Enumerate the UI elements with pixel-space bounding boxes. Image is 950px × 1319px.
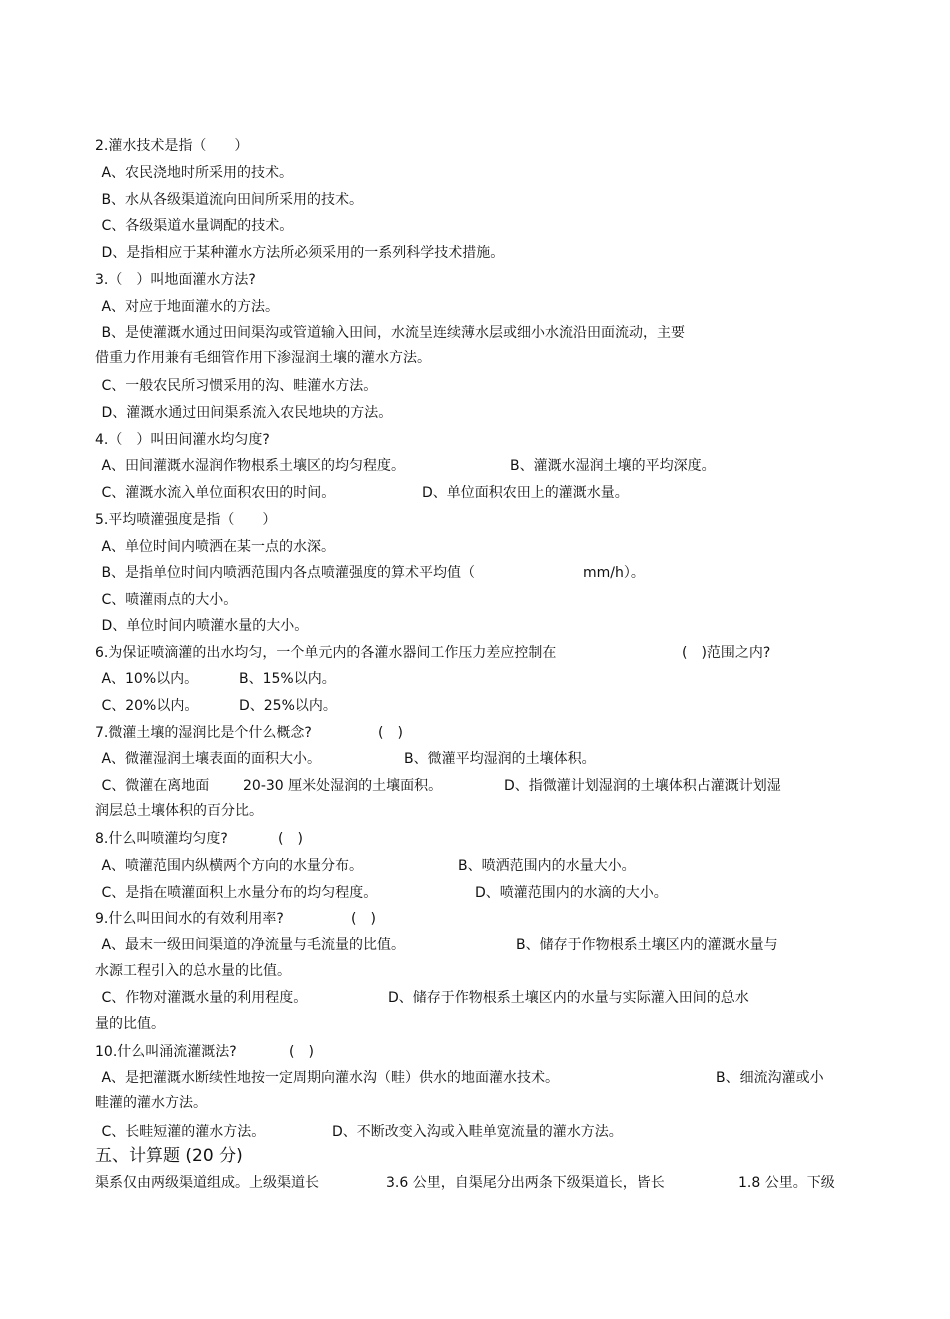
option-5b: B、是指单位时间内喷洒范围内各点喷灌强度的算术平均值（ bbox=[97, 565, 476, 581]
option-4c: C、灌溉水流入单位面积农田的时间。 bbox=[97, 485, 336, 501]
question-6-tail: ( )范围之内? bbox=[682, 645, 771, 661]
option-8c: C、是指在喷灌面积上水量分布的均匀程度。 bbox=[97, 885, 378, 901]
option-5b-unit: mm/h）。 bbox=[583, 565, 645, 581]
option-4d: D、单位面积农田上的灌溉水量。 bbox=[422, 485, 629, 501]
option-9b: B、储存于作物根系土壤区内的灌溉水量与 bbox=[516, 937, 778, 953]
option-5c: C、喷灌雨点的大小。 bbox=[97, 592, 238, 608]
question-7-paren: ( ) bbox=[378, 725, 403, 741]
option-10a: A、是把灌溉水断续性地按一定周期向灌水沟（畦）供水的地面灌水技术。 bbox=[97, 1070, 560, 1086]
option-10c: C、长畦短灌的灌水方法。 bbox=[97, 1124, 266, 1140]
option-7d-continued: 润层总土壤体积的百分比。 bbox=[95, 803, 263, 819]
option-7c: C、微灌在离地面 bbox=[97, 778, 210, 794]
option-3b: B、是使灌溉水通过田间渠沟或管道输入田间，水流呈连续薄水层或细小水流沿田面流动，主要 bbox=[97, 325, 686, 341]
question-3: 3.（ ）叫地面灌水方法? bbox=[95, 272, 256, 288]
question-9: 9.什么叫田间水的有效利用率? bbox=[95, 911, 284, 927]
option-5a: A、单位时间内喷洒在某一点的水深。 bbox=[97, 539, 336, 555]
option-9d: D、储存于作物根系土壤区内的水量与实际灌入田间的总水 bbox=[388, 990, 749, 1006]
question-7: 7.微灌土壤的湿润比是个什么概念? bbox=[95, 725, 312, 741]
option-10b: B、细流沟灌或小 bbox=[716, 1070, 824, 1086]
option-9a: A、最末一级田间渠道的净流量与毛流量的比值。 bbox=[97, 937, 406, 953]
option-6a: A、10%以内。 bbox=[97, 671, 199, 687]
question-10-paren: ( ) bbox=[289, 1044, 314, 1060]
option-9c: C、作物对灌溉水量的利用程度。 bbox=[97, 990, 308, 1006]
question-2: 2.灌水技术是指（ ） bbox=[95, 138, 249, 154]
option-7c-continued: 20-30 厘米处湿润的土壤面积。 bbox=[243, 778, 443, 794]
question-8: 8.什么叫喷灌均匀度? bbox=[95, 831, 228, 847]
option-9b-continued: 水源工程引入的总水量的比值。 bbox=[95, 963, 291, 979]
calc-problem-text-2: 3.6 公里，自渠尾分出两条下级渠道长，皆长 bbox=[386, 1175, 665, 1191]
section-heading-calculation: 五、计算题 (20 分) bbox=[95, 1146, 243, 1166]
option-2a: A、农民浇地时所采用的技术。 bbox=[97, 165, 294, 181]
option-7d: D、指微灌计划湿润的土壤体积占灌溉计划湿 bbox=[504, 778, 781, 794]
option-10d: D、不断改变入沟或入畦单宽流量的灌水方法。 bbox=[332, 1124, 623, 1140]
calc-problem-text-3: 1.8 公里。下级 bbox=[738, 1175, 835, 1191]
option-6c: C、20%以内。 bbox=[97, 698, 199, 714]
question-10: 10.什么叫涌流灌溉法? bbox=[95, 1044, 237, 1060]
option-3d: D、灌溉水通过田间渠系流入农民地块的方法。 bbox=[97, 405, 393, 421]
question-9-paren: ( ) bbox=[351, 911, 376, 927]
option-9d-continued: 量的比值。 bbox=[95, 1016, 165, 1032]
question-5: 5.平均喷灌强度是指（ ） bbox=[95, 512, 277, 528]
option-3a: A、对应于地面灌水的方法。 bbox=[97, 299, 280, 315]
option-4a: A、田间灌溉水湿润作物根系土壤区的均匀程度。 bbox=[97, 458, 406, 474]
option-10b-continued: 畦灌的灌水方法。 bbox=[95, 1095, 207, 1111]
option-3c: C、一般农民所习惯采用的沟、畦灌水方法。 bbox=[97, 378, 378, 394]
option-4b: B、灌溉水湿润土壤的平均深度。 bbox=[510, 458, 716, 474]
option-2d: D、是指相应于某种灌水方法所必须采用的一系列科学技术措施。 bbox=[97, 245, 505, 261]
question-6: 6.为保证喷滴灌的出水均匀，一个单元内的各灌水器间工作压力差应控制在 bbox=[95, 645, 557, 661]
option-5d: D、单位时间内喷灌水量的大小。 bbox=[97, 618, 309, 634]
option-2c: C、各级渠道水量调配的技术。 bbox=[97, 218, 294, 234]
option-8b: B、喷洒范围内的水量大小。 bbox=[458, 858, 636, 874]
option-8d: D、喷灌范围内的水滴的大小。 bbox=[475, 885, 668, 901]
option-6b: B、15%以内。 bbox=[239, 671, 336, 687]
option-8a: A、喷灌范围内纵横两个方向的水量分布。 bbox=[97, 858, 364, 874]
option-7b: B、微灌平均湿润的土壤体积。 bbox=[404, 751, 596, 767]
calc-problem-text: 渠系仅由两级渠道组成。上级渠道长 bbox=[95, 1175, 319, 1191]
option-3b-continued: 借重力作用兼有毛细管作用下渗湿润土壤的灌水方法。 bbox=[95, 350, 431, 366]
option-2b: B、水从各级渠道流向田间所采用的技术。 bbox=[97, 192, 364, 208]
question-8-paren: ( ) bbox=[278, 831, 303, 847]
question-4: 4.（ ）叫田间灌水均匀度? bbox=[95, 432, 270, 448]
option-6d: D、25%以内。 bbox=[239, 698, 337, 714]
option-7a: A、微灌湿润土壤表面的面积大小。 bbox=[97, 751, 322, 767]
